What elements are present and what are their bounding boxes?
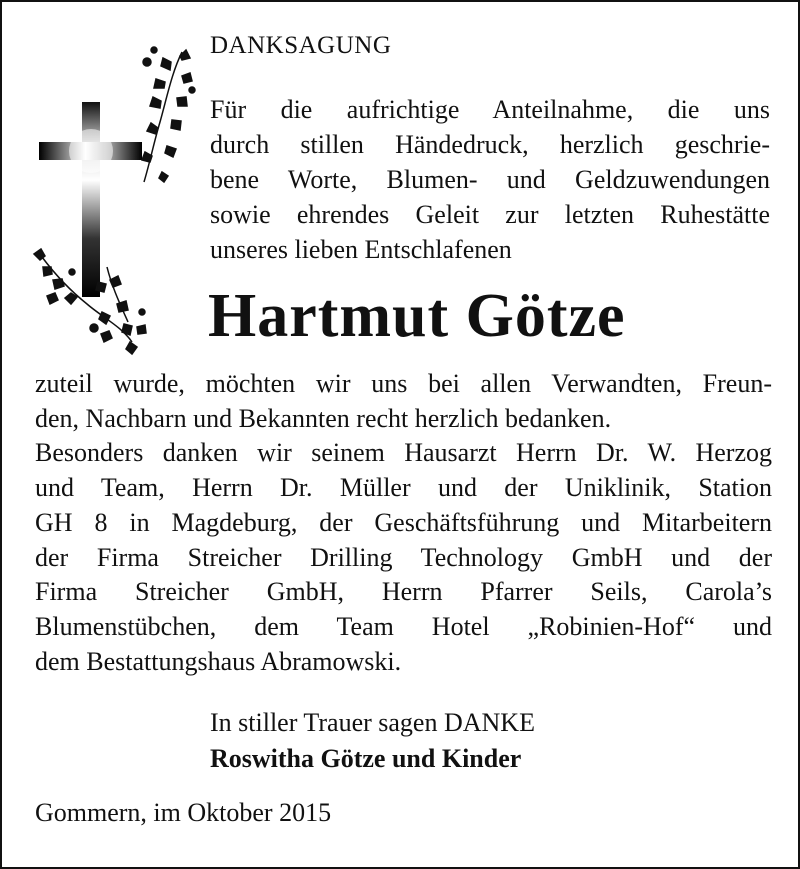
body-line: zuteil wurde, möchten wir uns bei allen Verwandten, Freun- [35, 369, 772, 398]
closing-block [210, 705, 535, 777]
body-line: GH 8 in Magdeburg, der Geschäftsführung und Mitarbeitern [35, 507, 772, 537]
intro-line: Für die aufrichtige Anteilnahme, die uns [210, 95, 770, 124]
notice-heading: DANKSAGUNG [210, 32, 392, 59]
signatories: Roswitha Götze und Kinder [210, 744, 522, 773]
intro-line: durch stillen Händedruck, herzlich geschrie- [210, 130, 770, 159]
intro-line: bene Worte, Blumen- und Geldzuwendungen [210, 165, 770, 194]
place-date: Gommern, im Oktober 2015 [35, 798, 332, 827]
intro-line: sowie ehrendes Geleit zur letzten Ruhestätte [210, 200, 770, 229]
intro-line: unseres lieben Entschlafenen [210, 235, 512, 264]
body-line: Firma Streicher GmbH, Herrn Pfarrer Seils, Carola’s [35, 577, 772, 607]
body-line: den, Nachbarn und Bekannten recht herzlich bedanken. [35, 403, 612, 433]
body-line: Blumenstübchen, dem Team Hotel „Robinien-Hof“ und [35, 611, 772, 641]
body-line: und Team, Herrn Dr. Müller und der Uniklinik, Station [35, 473, 772, 503]
body-line: Besonders danken wir seinem Hausarzt Herrn Dr. W. Herzog [35, 438, 772, 468]
body-line: dem Bestattungshaus Abramowski. [35, 646, 402, 676]
cross-with-ivy-icon [32, 42, 202, 362]
intro-paragraph [210, 92, 770, 267]
closing-line: In stiller Trauer sagen DANKE [210, 708, 535, 737]
body-paragraph [35, 367, 772, 679]
deceased-name: Hartmut Götze [208, 282, 626, 350]
body-line: der Firma Streicher Drilling Technology GmbH und der [35, 542, 772, 572]
